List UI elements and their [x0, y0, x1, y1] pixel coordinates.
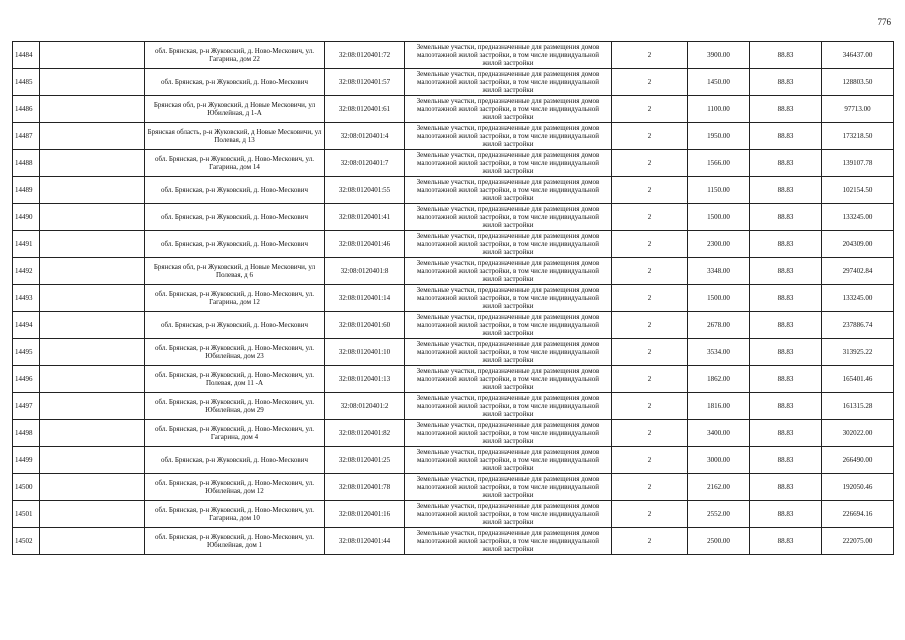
row-number: 14498	[13, 420, 40, 447]
row-number: 14490	[13, 204, 40, 231]
category-cell: 2	[612, 258, 688, 285]
rate-cell: 88.83	[750, 177, 822, 204]
cadastral-cost-cell: 173218.50	[822, 123, 894, 150]
rate-cell: 88.83	[750, 285, 822, 312]
table-row	[13, 150, 894, 177]
category-cell: 2	[612, 312, 688, 339]
table-row	[13, 285, 894, 312]
cadastral-value-table	[12, 41, 894, 555]
table-row	[13, 339, 894, 366]
category-cell: 2	[612, 528, 688, 555]
blank-cell	[40, 96, 145, 123]
row-number: 14491	[13, 231, 40, 258]
cadastral-cost-cell: 297402.84	[822, 258, 894, 285]
rate-cell: 88.83	[750, 447, 822, 474]
blank-cell	[40, 258, 145, 285]
permitted-use-cell: Земельные участки, предназначенные для размещения домов малоэтажной жилой застройки, в том числе индивидуальной жилой застройки	[405, 474, 612, 501]
rate-cell: 88.83	[750, 258, 822, 285]
area-cell: 1500.00	[688, 204, 750, 231]
row-number: 14495	[13, 339, 40, 366]
table-row	[13, 393, 894, 420]
permitted-use-cell: Земельные участки, предназначенные для размещения домов малоэтажной жилой застройки, в том числе индивидуальной жилой застройки	[405, 528, 612, 555]
rate-cell: 88.83	[750, 366, 822, 393]
area-cell: 2162.00	[688, 474, 750, 501]
area-cell: 3534.00	[688, 339, 750, 366]
cadastral-number-cell: 32:08:0120401:55	[325, 177, 405, 204]
address-cell: обл. Брянская, р-н Жуковский, д. Ново-Мескович, ул. Гагарина, дом 22	[145, 42, 325, 69]
address-cell: обл. Брянская, р-н Жуковский, д. Ново-Мескович, ул. Юбилейная, дом 1	[145, 528, 325, 555]
permitted-use-cell: Земельные участки, предназначенные для размещения домов малоэтажной жилой застройки, в том числе индивидуальной жилой застройки	[405, 393, 612, 420]
cadastral-number-cell: 32:08:0120401:10	[325, 339, 405, 366]
category-cell: 2	[612, 447, 688, 474]
row-number: 14487	[13, 123, 40, 150]
table-row	[13, 447, 894, 474]
blank-cell	[40, 501, 145, 528]
rate-cell: 88.83	[750, 393, 822, 420]
area-cell: 2552.00	[688, 501, 750, 528]
row-number: 14489	[13, 177, 40, 204]
category-cell: 2	[612, 231, 688, 258]
permitted-use-cell: Земельные участки, предназначенные для размещения домов малоэтажной жилой застройки, в том числе индивидуальной жилой застройки	[405, 258, 612, 285]
blank-cell	[40, 42, 145, 69]
table-row	[13, 312, 894, 339]
category-cell: 2	[612, 393, 688, 420]
area-cell: 3400.00	[688, 420, 750, 447]
permitted-use-cell: Земельные участки, предназначенные для размещения домов малоэтажной жилой застройки, в том числе индивидуальной жилой застройки	[405, 231, 612, 258]
blank-cell	[40, 312, 145, 339]
address-cell: обл. Брянская, р-н Жуковский, д. Ново-Мескович	[145, 447, 325, 474]
cadastral-cost-cell: 165401.46	[822, 366, 894, 393]
permitted-use-cell: Земельные участки, предназначенные для размещения домов малоэтажной жилой застройки, в том числе индивидуальной жилой застройки	[405, 501, 612, 528]
cadastral-number-cell: 32:08:0120401:57	[325, 69, 405, 96]
blank-cell	[40, 339, 145, 366]
area-cell: 3000.00	[688, 447, 750, 474]
blank-cell	[40, 366, 145, 393]
cadastral-cost-cell: 133245.00	[822, 285, 894, 312]
row-number: 14496	[13, 366, 40, 393]
table-row	[13, 366, 894, 393]
address-cell: Брянская обл, р-н Жуковский, д Новые Месковичи, ул Юбилейная, д 1-А	[145, 96, 325, 123]
cadastral-number-cell: 32:08:0120401:46	[325, 231, 405, 258]
rate-cell: 88.83	[750, 339, 822, 366]
rate-cell: 88.83	[750, 204, 822, 231]
cadastral-number-cell: 32:08:0120401:14	[325, 285, 405, 312]
row-number: 14488	[13, 150, 40, 177]
cadastral-cost-cell: 161315.28	[822, 393, 894, 420]
area-cell: 1950.00	[688, 123, 750, 150]
category-cell: 2	[612, 42, 688, 69]
area-cell: 2500.00	[688, 528, 750, 555]
address-cell: обл. Брянская, р-н Жуковский, д. Ново-Мескович, ул. Юбилейная, дом 23	[145, 339, 325, 366]
area-cell: 3900.00	[688, 42, 750, 69]
category-cell: 2	[612, 177, 688, 204]
table-row	[13, 177, 894, 204]
permitted-use-cell: Земельные участки, предназначенные для размещения домов малоэтажной жилой застройки, в том числе индивидуальной жилой застройки	[405, 69, 612, 96]
cadastral-cost-cell: 139107.78	[822, 150, 894, 177]
cadastral-number-cell: 32:08:0120401:60	[325, 312, 405, 339]
cadastral-cost-cell: 102154.50	[822, 177, 894, 204]
category-cell: 2	[612, 69, 688, 96]
table-row	[13, 96, 894, 123]
cadastral-cost-cell: 302022.00	[822, 420, 894, 447]
area-cell: 2300.00	[688, 231, 750, 258]
category-cell: 2	[612, 150, 688, 177]
permitted-use-cell: Земельные участки, предназначенные для размещения домов малоэтажной жилой застройки, в том числе индивидуальной жилой застройки	[405, 96, 612, 123]
cadastral-number-cell: 32:08:0120401:82	[325, 420, 405, 447]
rate-cell: 88.83	[750, 501, 822, 528]
rate-cell: 88.83	[750, 123, 822, 150]
category-cell: 2	[612, 474, 688, 501]
row-number: 14501	[13, 501, 40, 528]
category-cell: 2	[612, 501, 688, 528]
cadastral-cost-cell: 192050.46	[822, 474, 894, 501]
permitted-use-cell: Земельные участки, предназначенные для размещения домов малоэтажной жилой застройки, в том числе индивидуальной жилой застройки	[405, 312, 612, 339]
area-cell: 1500.00	[688, 285, 750, 312]
area-cell: 2678.00	[688, 312, 750, 339]
cadastral-number-cell: 32:08:0120401:13	[325, 366, 405, 393]
category-cell: 2	[612, 204, 688, 231]
table-row	[13, 231, 894, 258]
cadastral-number-cell: 32:08:0120401:7	[325, 150, 405, 177]
address-cell: обл. Брянская, р-н Жуковский, д. Ново-Мескович, ул. Гагарина, дом 4	[145, 420, 325, 447]
permitted-use-cell: Земельные участки, предназначенные для размещения домов малоэтажной жилой застройки, в том числе индивидуальной жилой застройки	[405, 366, 612, 393]
permitted-use-cell: Земельные участки, предназначенные для размещения домов малоэтажной жилой застройки, в том числе индивидуальной жилой застройки	[405, 285, 612, 312]
cadastral-number-cell: 32:08:0120401:2	[325, 393, 405, 420]
table-row	[13, 204, 894, 231]
cadastral-number-cell: 32:08:0120401:16	[325, 501, 405, 528]
row-number: 14499	[13, 447, 40, 474]
area-cell: 1816.00	[688, 393, 750, 420]
blank-cell	[40, 474, 145, 501]
blank-cell	[40, 123, 145, 150]
area-cell: 1862.00	[688, 366, 750, 393]
blank-cell	[40, 447, 145, 474]
blank-cell	[40, 528, 145, 555]
table-row	[13, 69, 894, 96]
permitted-use-cell: Земельные участки, предназначенные для размещения домов малоэтажной жилой застройки, в том числе индивидуальной жилой застройки	[405, 123, 612, 150]
cadastral-cost-cell: 222075.00	[822, 528, 894, 555]
row-number: 14494	[13, 312, 40, 339]
cadastral-cost-cell: 133245.00	[822, 204, 894, 231]
address-cell: обл. Брянская, р-н Жуковский, д. Ново-Мескович	[145, 231, 325, 258]
area-cell: 1100.00	[688, 96, 750, 123]
cadastral-number-cell: 32:08:0120401:72	[325, 42, 405, 69]
cadastral-number-cell: 32:08:0120401:44	[325, 528, 405, 555]
blank-cell	[40, 231, 145, 258]
category-cell: 2	[612, 366, 688, 393]
address-cell: обл. Брянская, р-н Жуковский, д. Ново-Мескович, ул. Гагарина, дом 10	[145, 501, 325, 528]
rate-cell: 88.83	[750, 474, 822, 501]
category-cell: 2	[612, 339, 688, 366]
cadastral-number-cell: 32:08:0120401:25	[325, 447, 405, 474]
permitted-use-cell: Земельные участки, предназначенные для размещения домов малоэтажной жилой застройки, в том числе индивидуальной жилой застройки	[405, 42, 612, 69]
blank-cell	[40, 420, 145, 447]
blank-cell	[40, 393, 145, 420]
permitted-use-cell: Земельные участки, предназначенные для размещения домов малоэтажной жилой застройки, в том числе индивидуальной жилой застройки	[405, 150, 612, 177]
rate-cell: 88.83	[750, 312, 822, 339]
address-cell: обл. Брянская, р-н Жуковский, д. Ново-Мескович, ул. Полевая, дом 11 -А	[145, 366, 325, 393]
address-cell: обл. Брянская, р-н Жуковский, д. Ново-Мескович	[145, 204, 325, 231]
row-number: 14497	[13, 393, 40, 420]
row-number: 14500	[13, 474, 40, 501]
blank-cell	[40, 150, 145, 177]
table-row	[13, 474, 894, 501]
permitted-use-cell: Земельные участки, предназначенные для размещения домов малоэтажной жилой застройки, в том числе индивидуальной жилой застройки	[405, 177, 612, 204]
cadastral-number-cell: 32:08:0120401:8	[325, 258, 405, 285]
cadastral-number-cell: 32:08:0120401:78	[325, 474, 405, 501]
rate-cell: 88.83	[750, 42, 822, 69]
table-row	[13, 258, 894, 285]
row-number: 14485	[13, 69, 40, 96]
cadastral-cost-cell: 237886.74	[822, 312, 894, 339]
row-number: 14484	[13, 42, 40, 69]
table-row	[13, 420, 894, 447]
row-number: 14486	[13, 96, 40, 123]
address-cell: обл. Брянская, р-н Жуковский, д. Ново-Мескович	[145, 177, 325, 204]
table-row	[13, 528, 894, 555]
row-number: 14492	[13, 258, 40, 285]
page-number: 776	[877, 17, 891, 27]
rate-cell: 88.83	[750, 231, 822, 258]
address-cell: обл. Брянская, р-н Жуковский, д. Ново-Мескович, ул. Юбилейная, дом 12	[145, 474, 325, 501]
area-cell: 1566.00	[688, 150, 750, 177]
cadastral-number-cell: 32:08:0120401:4	[325, 123, 405, 150]
category-cell: 2	[612, 96, 688, 123]
permitted-use-cell: Земельные участки, предназначенные для размещения домов малоэтажной жилой застройки, в том числе индивидуальной жилой застройки	[405, 204, 612, 231]
rate-cell: 88.83	[750, 150, 822, 177]
category-cell: 2	[612, 285, 688, 312]
row-number: 14502	[13, 528, 40, 555]
cadastral-cost-cell: 128803.50	[822, 69, 894, 96]
area-cell: 3348.00	[688, 258, 750, 285]
area-cell: 1450.00	[688, 69, 750, 96]
address-cell: обл. Брянская, р-н Жуковский, д. Ново-Мескович	[145, 69, 325, 96]
table-row	[13, 123, 894, 150]
address-cell: обл. Брянская, р-н Жуковский, д. Ново-Мескович, ул. Юбилейная, дом 29	[145, 393, 325, 420]
rate-cell: 88.83	[750, 96, 822, 123]
permitted-use-cell: Земельные участки, предназначенные для размещения домов малоэтажной жилой застройки, в том числе индивидуальной жилой застройки	[405, 339, 612, 366]
address-cell: обл. Брянская, р-н Жуковский, д. Ново-Мескович, ул. Гагарина, дом 14	[145, 150, 325, 177]
permitted-use-cell: Земельные участки, предназначенные для размещения домов малоэтажной жилой застройки, в том числе индивидуальной жилой застройки	[405, 420, 612, 447]
cadastral-cost-cell: 97713.00	[822, 96, 894, 123]
row-number: 14493	[13, 285, 40, 312]
category-cell: 2	[612, 420, 688, 447]
cadastral-cost-cell: 266490.00	[822, 447, 894, 474]
blank-cell	[40, 285, 145, 312]
blank-cell	[40, 204, 145, 231]
area-cell: 1150.00	[688, 177, 750, 204]
address-cell: Брянская область, р-н Жуковский, д Новые Месковичи, ул Полевая, д 13	[145, 123, 325, 150]
cadastral-cost-cell: 204309.00	[822, 231, 894, 258]
cadastral-cost-cell: 346437.00	[822, 42, 894, 69]
table-row	[13, 501, 894, 528]
table-row	[13, 42, 894, 69]
permitted-use-cell: Земельные участки, предназначенные для размещения домов малоэтажной жилой застройки, в том числе индивидуальной жилой застройки	[405, 447, 612, 474]
blank-cell	[40, 69, 145, 96]
table-body	[13, 42, 894, 555]
cadastral-number-cell: 32:08:0120401:41	[325, 204, 405, 231]
address-cell: обл. Брянская, р-н Жуковский, д. Ново-Мескович, ул. Гагарина, дом 12	[145, 285, 325, 312]
rate-cell: 88.83	[750, 69, 822, 96]
address-cell: Брянская обл, р-н Жуковский, д Новые Месковичи, ул Полевая, д 6	[145, 258, 325, 285]
cadastral-number-cell: 32:08:0120401:61	[325, 96, 405, 123]
cadastral-cost-cell: 226694.16	[822, 501, 894, 528]
cadastral-cost-cell: 313925.22	[822, 339, 894, 366]
blank-cell	[40, 177, 145, 204]
category-cell: 2	[612, 123, 688, 150]
rate-cell: 88.83	[750, 528, 822, 555]
rate-cell: 88.83	[750, 420, 822, 447]
address-cell: обл. Брянская, р-н Жуковский, д. Ново-Мескович	[145, 312, 325, 339]
